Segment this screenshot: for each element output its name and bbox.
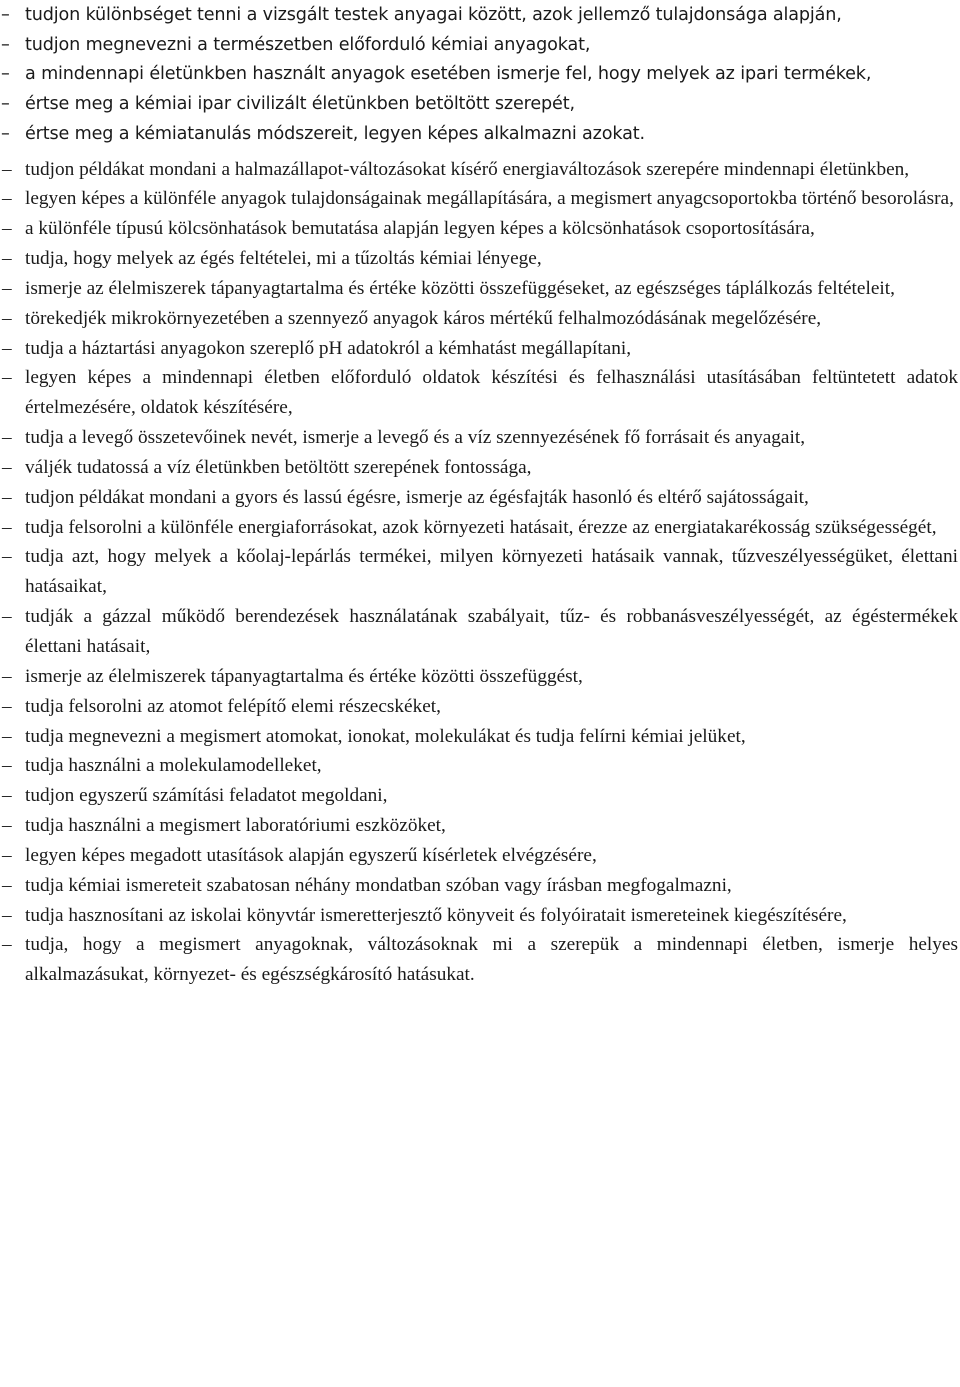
list-item	[0, 781, 960, 811]
list-item-text: tudja használni a molekulamodelleket,	[25, 755, 322, 777]
list-item	[0, 722, 960, 752]
dash-bullet-icon: –	[1, 5, 10, 25]
dash-bullet-icon: –	[2, 516, 12, 538]
list-item-text: legyen képes megadott utasítások alapján egyszerű kísérletek elvégzésére,	[25, 844, 597, 866]
list-item-text: váljék tudatossá a víz életünkben betöltött szerepének fontossága,	[25, 456, 532, 478]
list-item-text: tudjon különbséget tenni a vizsgált testek anyagai között, azok jellemző tulajdonsága alapján,	[25, 5, 842, 25]
objectives-list-serif	[0, 155, 960, 991]
list-item-text: értse meg a kémiatanulás módszereit, legyen képes alkalmazni azokat.	[25, 123, 645, 144]
list-item-text: legyen képes a mindennapi életben előforduló oldatok készítési és felhasználási utasításában feltüntetett adatok értelmezésére, oldatok készítésére,	[25, 367, 958, 419]
dash-bullet-icon: –	[1, 34, 10, 55]
list-item-text: tudja felsorolni az atomot felépítő elemi részecskéket,	[25, 695, 441, 717]
list-item-text: tudja kémiai ismereteit szabatosan néhány mondatban szóban vagy írásban megfogalmazni,	[25, 874, 732, 896]
dash-bullet-icon: –	[2, 695, 12, 717]
list-item	[0, 274, 960, 304]
list-item-text: tudja hasznosítani az iskolai könyvtár ismeretterjesztő könyveit és folyóiratait ismereteinek kiegészítésére,	[25, 904, 847, 926]
bullet-list	[0, 1, 960, 150]
dash-bullet-icon: –	[2, 248, 12, 270]
list-item	[0, 120, 960, 150]
list-item	[0, 1, 960, 31]
dash-bullet-icon: –	[2, 844, 12, 866]
objectives-list-sans	[0, 1, 960, 150]
list-item	[0, 751, 960, 781]
dash-bullet-icon: –	[2, 277, 12, 299]
dash-bullet-icon: –	[2, 158, 12, 180]
list-item	[0, 901, 960, 931]
list-item-text: tudjon megnevezni a természetben előforduló kémiai anyagokat,	[25, 34, 591, 55]
dash-bullet-icon: –	[1, 64, 10, 85]
list-item	[0, 662, 960, 692]
list-item	[0, 184, 960, 214]
list-item-text: tudja a háztartási anyagokon szereplő pH adatokról a kémhatást megállapítani,	[25, 337, 632, 359]
list-item-text: értse meg a kémiai ipar civilizált életünkben betöltött szerepét,	[25, 94, 575, 115]
list-item	[0, 513, 960, 543]
list-item-text: tudjon egyszerű számítási feladatot megoldani,	[25, 785, 388, 807]
dash-bullet-icon: –	[2, 755, 12, 777]
list-item-text: tudja a levegő összetevőinek nevét, ismerje a levegő és a víz szennyezésének fő forrásait és anyagait,	[25, 427, 806, 449]
dash-bullet-icon: –	[2, 337, 12, 359]
dash-bullet-icon: –	[2, 874, 12, 896]
dash-bullet-icon: –	[2, 934, 12, 956]
list-item-text: ismerje az élelmiszerek tápanyagtartalma és értéke közötti összefüggéseket, az egészséges táplálkozás feltételeit,	[25, 277, 895, 299]
dash-bullet-icon: –	[2, 367, 12, 389]
list-item-text: tudja, hogy melyek az égés feltételei, mi a tűzoltás kémiai lényege,	[25, 248, 542, 270]
list-item-text: tudja azt, hogy melyek a kőolaj-lepárlás termékei, milyen környezeti hatásaik vannak, tűzveszélyességüket, élettani hatásaikat,	[25, 546, 958, 598]
list-item-text: tudja megnevezni a megismert atomokat, ionokat, molekulákat és tudja felírni kémiai jelüket,	[25, 725, 746, 747]
dash-bullet-icon: –	[2, 188, 12, 210]
dash-bullet-icon: –	[2, 307, 12, 329]
list-item	[0, 423, 960, 453]
list-item	[0, 483, 960, 513]
bullet-list	[0, 155, 960, 991]
list-item	[0, 60, 960, 90]
list-item-text: tudja használni a megismert laboratóriumi eszközöket,	[25, 815, 446, 837]
list-item	[0, 811, 960, 841]
list-item	[0, 155, 960, 185]
list-item-text: ismerje az élelmiszerek tápanyagtartalma és értéke közötti összefüggést,	[25, 665, 583, 687]
list-item-text: a mindennapi életünkben használt anyagok esetében ismerje fel, hogy melyek az ipari termékek,	[25, 64, 872, 85]
dash-bullet-icon: –	[2, 456, 12, 478]
list-item-text: tudja felsorolni a különféle energiaforrásokat, azok környezeti hatásait, érezze az energiatakarékosság szükségességét,	[25, 516, 937, 538]
list-item	[0, 453, 960, 483]
dash-bullet-icon: –	[2, 904, 12, 926]
list-item	[0, 363, 960, 423]
list-item	[0, 542, 960, 602]
list-item-text: a különféle típusú kölcsönhatások bemutatása alapján legyen képes a kölcsönhatások csoportosítására,	[25, 218, 815, 240]
list-item	[0, 930, 960, 990]
dash-bullet-icon: –	[2, 725, 12, 747]
list-item	[0, 692, 960, 722]
dash-bullet-icon: –	[2, 785, 12, 807]
list-item	[0, 214, 960, 244]
dash-bullet-icon: –	[2, 606, 12, 628]
list-item-text: tudják a gázzal működő berendezések használatának szabályait, tűz- és robbanásveszélyességét, az égéstermékek élettani hatásait,	[25, 606, 958, 658]
dash-bullet-icon: –	[2, 218, 12, 240]
list-item	[0, 871, 960, 901]
dash-bullet-icon: –	[2, 486, 12, 508]
list-item	[0, 334, 960, 364]
dash-bullet-icon: –	[1, 123, 10, 144]
dash-bullet-icon: –	[1, 94, 10, 115]
list-item	[0, 244, 960, 274]
list-item-text: tudja, hogy a megismert anyagoknak, változásoknak mi a szerepük a mindennapi életben, ismerje helyes alkalmazásukat, környezet- és egészségkárosító hatásukat.	[25, 934, 958, 986]
list-item-text: törekedjék mikrokörnyezetében a szennyező anyagok káros mértékű felhalmozódásának megelőzésére,	[25, 307, 822, 329]
dash-bullet-icon: –	[2, 815, 12, 837]
list-item	[0, 841, 960, 871]
list-item	[0, 90, 960, 120]
dash-bullet-icon: –	[2, 665, 12, 687]
dash-bullet-icon: –	[2, 546, 12, 568]
list-item	[0, 304, 960, 334]
list-item	[0, 602, 960, 662]
list-item-text: tudjon példákat mondani a halmazállapot-változásokat kísérő energiaváltozások szerepére mindennapi életünkben,	[25, 158, 910, 180]
dash-bullet-icon: –	[2, 427, 12, 449]
list-item	[0, 31, 960, 61]
list-item-text: tudjon példákat mondani a gyors és lassú égésre, ismerje az égésfajták hasonló és eltérő sajátosságait,	[25, 486, 809, 508]
list-item-text: legyen képes a különféle anyagok tulajdonságainak megállapítására, a megismert anyagcsoportokba történő besorolásra,	[25, 188, 954, 210]
